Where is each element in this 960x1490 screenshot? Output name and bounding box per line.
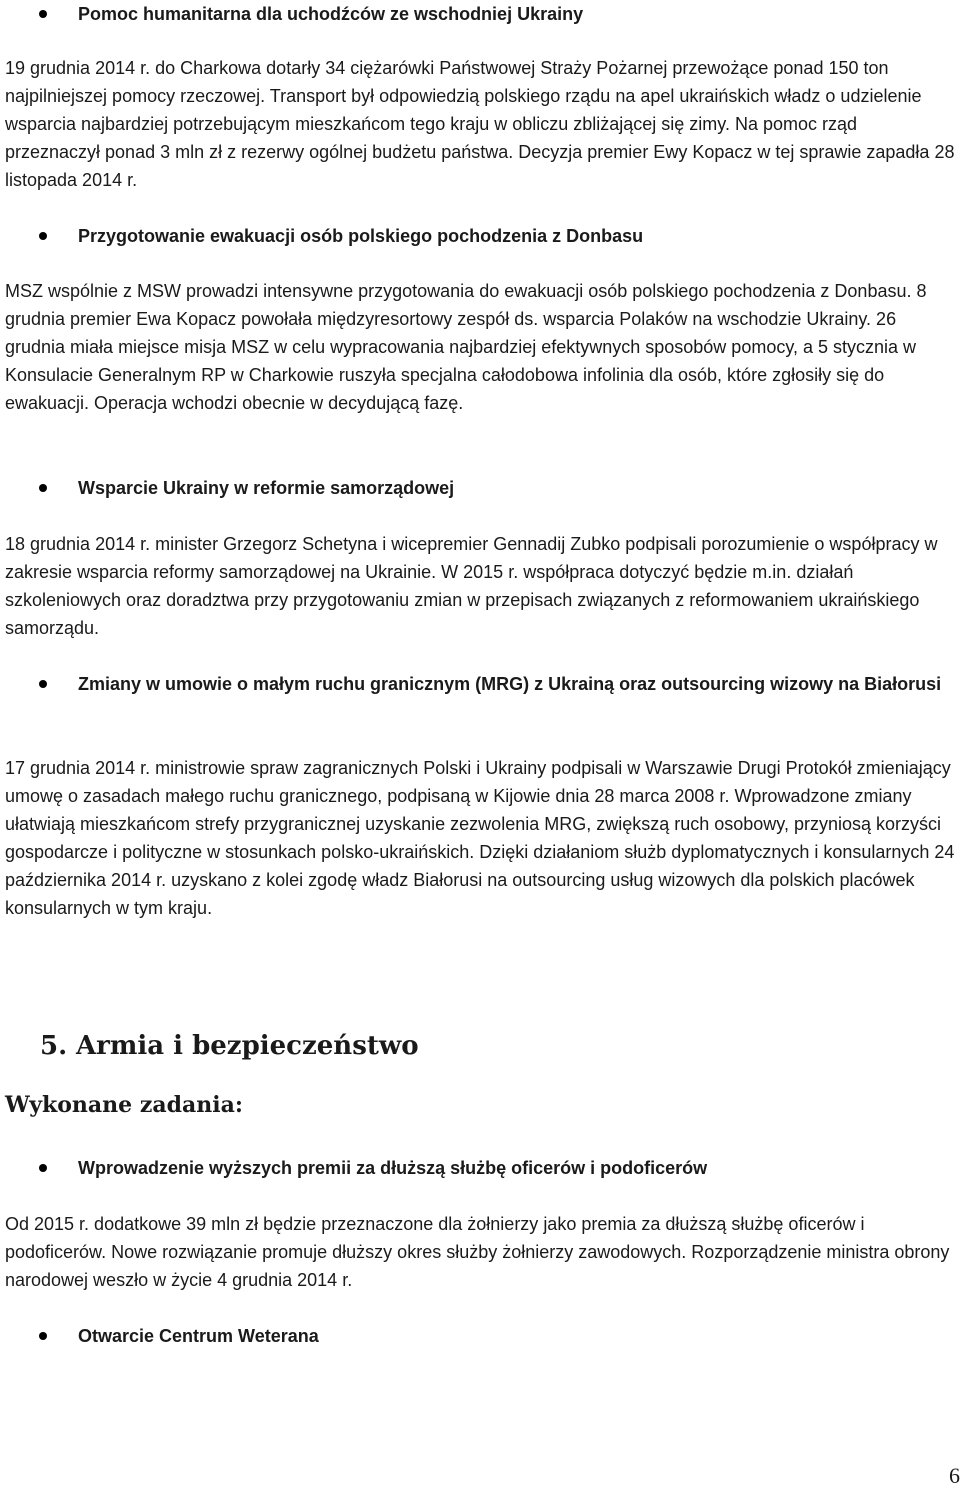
chapter-number: 5. [40, 1031, 68, 1061]
bullet-premiums [0, 1154, 950, 1182]
bullet-mrg [0, 670, 950, 698]
bullet-dot-icon [39, 484, 47, 492]
bullet-veteran [0, 1322, 950, 1350]
paragraph-mrg: 17 grudnia 2014 r. ministrowie spraw zagranicznych Polski i Ukrainy podpisali w Warszawie Drugi Protokół zmieniający umowę o zasadach małego ruchu granicznego, podpisaną w Kijowie dnia 28 marca 2008 r. Wprowadzone zmiany ułatwiają mieszkańcom strefy przygranicznej uzyskanie zezwolenia MRG, zwiększą ruch osobowy, przyniosą korzyści gospodarcze i polityczne w stosunkach polsko-ukraińskich. Dzięki działaniom służb dyplomatycznych i konsularnych 24 października 2014 r. uzyskano z kolei zgodę władz Białorusi na outsourcing usług wizowych dla polskich placówek konsularnych w tym kraju. [5, 758, 955, 918]
section-title: Wprowadzenie wyższych premii za dłuższą służbę oficerów i podoficerów [78, 1158, 708, 1178]
section-title: Zmiany w umowie o małym ruchu granicznym (MRG) z Ukrainą oraz outsourcing wizowy na Białorusi [78, 674, 942, 694]
bullet-reform [0, 474, 950, 502]
chapter-title: Armia i bezpieczeństwo [76, 1031, 419, 1061]
bullet-dot-icon [39, 232, 47, 240]
paragraph-premiums: Od 2015 r. dodatkowe 39 mln zł będzie przeznaczone dla żołnierzy jako premia za dłuższą służbę oficerów i podoficerów. Nowe rozwiązanie promuje dłuższy okres służby żołnierzy zawodowych. Rozporządzenie ministra obrony narodowej weszło w życie 4 grudnia 2014 r. [5, 1214, 950, 1290]
bullet-dot-icon [39, 680, 47, 688]
section-title: Pomoc humanitarna dla uchodźców ze wschodniej Ukrainy [78, 4, 584, 24]
section-title: Otwarcie Centrum Weterana [78, 1326, 319, 1346]
bullet-dot-icon [39, 10, 47, 18]
paragraph-evacuation: MSZ wspólnie z MSW prowadzi intensywne przygotowania do ewakuacji osób polskiego pochodzenia z Donbasu. 8 grudnia premier Ewa Kopacz powołała międzyresortowy zespół ds. wsparcia Polaków na wschodzie Ukrainy. 26 grudnia miała miejsce misja MSZ w celu wypracowania najbardziej efektywnych sposobów pomocy, a 5 stycznia w Konsulacie Generalnym RP w Charkowie ruszyła specjalna całodobowa infolinia dla osób, które zgłosiły się do ewakuacji. Operacja wchodzi obecnie w decydującą fazę. [5, 281, 927, 413]
bullet-dot-icon [39, 1332, 47, 1340]
page-number: 6 [949, 1463, 960, 1488]
paragraph-reform: 18 grudnia 2014 r. minister Grzegorz Schetyna i wicepremier Gennadij Zubko podpisali porozumienie o współpracy w zakresie wsparcia reformy samorządowej na Ukrainie. W 2015 r. współpraca dotyczyć będzie m.in. działań szkoleniowych oraz doradztwa przy przygotowaniu zmian w przepisach związanych z reformowaniem ukraińskiego samorządu. [5, 534, 938, 638]
bullet-dot-icon [39, 1164, 47, 1172]
bullet-humanitarian [0, 0, 950, 28]
section-title: Wsparcie Ukrainy w reformie samorządowej [78, 478, 455, 498]
subheading-completed-tasks: Wykonane zadania: [5, 1092, 243, 1118]
paragraph-humanitarian: 19 grudnia 2014 r. do Charkowa dotarły 34 ciężarówki Państwowej Straży Pożarnej przewożące ponad 150 ton najpilniejszej pomocy rzeczowej. Transport był odpowiedzią polskiego rządu na apel ukraińskich władz o udzielenie wsparcia najbardziej potrzebującym mieszkańcom tego kraju w obliczu zbliżającej się zimy. Na pomoc rząd przeznaczył ponad 3 mln zł z rezerwy ogólnej budżetu państwa. Decyzja premier Ewy Kopacz w tej sprawie zapadła 28 listopada 2014 r. [5, 58, 955, 190]
chapter-heading [40, 1026, 419, 1066]
section-title: Przygotowanie ewakuacji osób polskiego pochodzenia z Donbasu [78, 226, 644, 246]
bullet-evacuation [0, 222, 950, 250]
